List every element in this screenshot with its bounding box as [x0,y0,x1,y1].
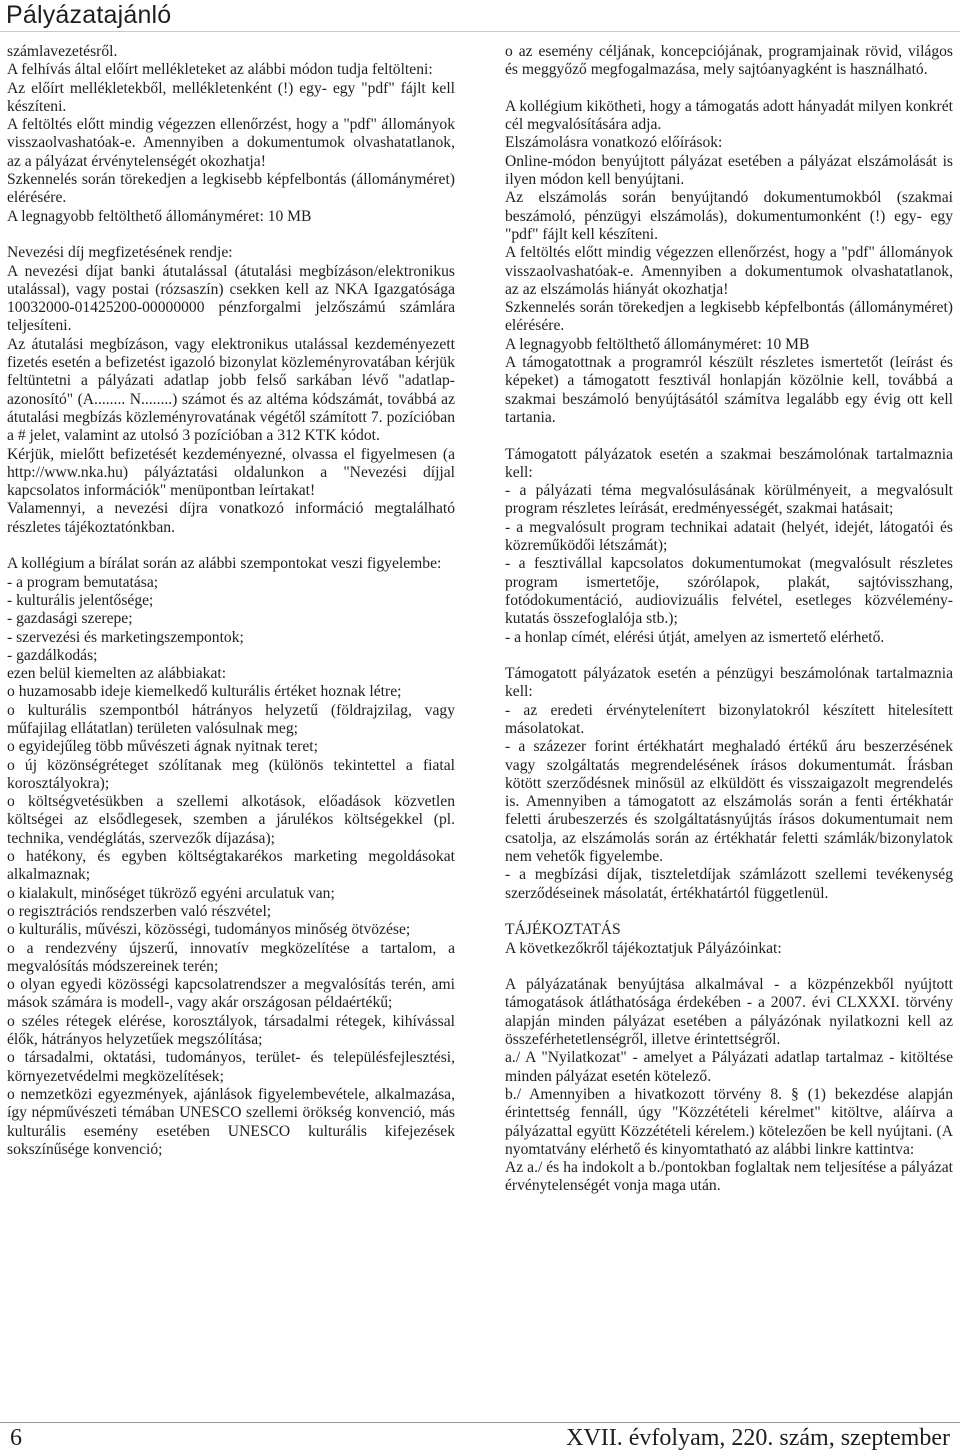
page-header [0,0,960,32]
issue-info: XVII. évfolyam, 220. szám, szeptember [566,1425,950,1451]
paragraph: A kollégium kikötheti, hogy a támogatás adott hányadát milyen konkrét cél megvalósítására adja. [505,97,953,134]
paragraph: o regisztrációs rendszerben való részvétel; [7,902,272,920]
paragraph: - az eredeti érvényteleníteтt bizonylatokról készített hitelesített másolatokat. [505,701,953,737]
page-number: 6 [10,1425,22,1451]
paragraph-spacer [505,80,953,98]
paragraph: a./ A "Nyilatkozat" - amelyet a Pályázati adatlap tartalmaz - kitöltése minden pályázat esetén kötelező. [505,1049,953,1085]
paragraph: o új közönségréteget szólítanak meg (különös tekintettel a fiatal korosztályokra); [7,756,455,792]
paragraph: A legnagyobb feltölthető állományméret: 10 MB [7,207,312,225]
paragraph: - a honlap címét, elérési útját, amelyen az ismertető elérhető. [505,628,885,646]
paragraph: - a program bemutatása; [7,573,159,591]
paragraph: A következőkről tájékoztatjuk Pályázóinkat: [505,939,782,957]
paragraph: A feltöltés előtt mindig végezzen ellenőrzést, hogy a "pdf" állományok visszaolvashatóak-e. Amennyiben a dokumentumok olvashatatlanok, az a pályázat érvénytelenségét okozhatja! [7,116,455,170]
paragraph: - a megvalósult program technikai adatait (helyét, idejét, látogatói és közreműködői létszámát); [505,518,953,555]
paragraph-spacer [7,537,455,555]
paragraph: Támogatott pályázatok esetén a szakmai beszámolónak tartalmaznia kell: [505,445,953,481]
footer-divider [0,1422,960,1423]
paragraph: o költségvetésükben a szellemi alkotások, előadások közvetlen költségei az elsődlegesek, szemben a járulékos költségekkel (pl. technika, vendéglátás, szervezők díjazása); [7,793,455,847]
paragraph: o kialakult, minőséget tükröző egyéni arculatuk van; [7,884,335,902]
paragraph: Az elszámolás során benyújtandó dokumentumokból (szakmai beszámoló, pénzügyi elszámolás), dokumentumonként (!) egy- egy "pdf" fájlt kell készíteni. [505,189,953,243]
paragraph: - a megbízási díjak, tiszteletdíjak számlázott szellemi tevékenység szerződéseinek másolatát, értékhatártól függetlenül. [505,866,953,902]
paragraph: - a pályázati téma megvalósulásának körülményeit, a megvalósult program részletes leírását, eredményességét, szakmai hatásait; [505,482,953,518]
paragraph: Szkennelés során törekedjen a legkisebb képfelbontás (állományméret) elérésére. [7,171,455,207]
paragraph: - gazdálkodás; [7,646,98,664]
paragraph: o társadalmi, oktatási, tudományos, terület- és településfejlesztési, környezetvédelmi megközelítések; [7,1049,455,1085]
paragraph: Nevezési díj megfizetésének rendje: [7,244,233,262]
header-divider [0,31,960,32]
paragraph: Valamennyi, a nevezési díjra vonatkozó információ megtalálható részletes tájékoztatónkban. [7,500,455,536]
paragraph: o huzamosabb ideje kiemelkedő kulturális értéket hoznak létre; [7,683,402,701]
paragraph-spacer [505,427,953,445]
paragraph: - a fesztivállal kapcsolatos dokumentumokat (megvalósult részletes program ismertetője, szórólapok, plakát, sajtóvisszhang, fotódokumentáció, audiovizuális felvétel, esetleges közvélemény-kutatás összefoglalója stb.); [505,555,953,628]
paragraph: A felhívás által előírt mellékleteket az alábbi módon tudja feltölteni: [7,61,433,79]
paragraph: Szkennelés során törekedjen a legkisebb képfelbontás (állományméret) elérésére. [505,299,953,335]
paragraph: TÁJÉKOZTATÁS [505,921,621,939]
paragraph: Az a./ és ha indokolt a b./pontokban foglaltak nem teljesítése a pályázat érvénytelenségét vonja maga után. [505,1159,953,1195]
paragraph: A pályázatának benyújtása alkalmával - a közpénzekből nyújtott támogatások átláthatósága érdekében - a 2007. évi CLXXXI. törvény alapján minden pályázat esetében a pályázónak nyilatkozni kell az összeférhetetlenségről, illetve érintettségről. [505,976,953,1049]
paragraph: számlavezetésről. [7,43,118,60]
paragraph: - gazdasági szerepe; [7,610,133,628]
paragraph: o az esemény céljának, koncepciójának, programjainak rövid, világos és meggyőző megfogalmazása, mely sajtóanyagként is használható. [505,43,953,79]
right-text-column [505,43,953,1196]
paragraph: - kulturális jelentősége; [7,591,154,609]
paragraph: A nevezési díjat banki átutalással (átutalási megbízáson/elektronikus utalással), vagy postai (rózsaszín) csekken kell az NKA Igazgatósága 10032000-01425200-00000000 pénzforgalmi jelzőszámú számlára teljesíteni. [7,262,455,335]
paragraph: - szervezési és marketingszempontok; [7,628,244,646]
paragraph: Támogatott pályázatok esetén a pénzügyi beszámolónak tartalmaznia kell: [505,665,953,701]
paragraph: o olyan egyedi közösségi kapcsolatrendszer a megvalósítás terén, ami mások számára is modell-, vagy akár országosan példaértékű; [7,976,455,1012]
paragraph: Az átutalási megbízáson, vagy elektronikus utalással kezdeményezett fizetés esetén a befizetést igazoló bizonylat közleményrovatában kérjük feltüntetni a pályázati adatlap jobb felső sarkában lévő "adatlap-azonosító" (A........ N........) számot és az altéma kódszámát, továbbá az átutalási megbízás közleményrovatának végétől számított 7. pozícióban a # jelet, valamint az utolsó 3 pozícióban a 312 KTK kódot. [7,335,455,445]
paragraph-spacer [7,226,455,244]
paragraph: o széles rétegek elérése, korosztályok, társadalmi rétegek, kihívással élők, hátrányos helyzetűek megszólítása; [7,1012,455,1049]
paragraph: b./ Amennyiben a hivatkozott törvény 8. § (1) bekezdése alapján érintettség fennáll, úgy "Közzétételi kérelmet" kitöltve, aláírva a pályázattal együtt Közzétételi kérelem.) kötelezően be kell nyújtani. (A nyomtatvány elérhető és kinyomtatható az alábbi linkre kattintva: [505,1085,953,1158]
paragraph: o kulturális, művészi, közösségi, tudományos minőség ötvözése; [7,921,411,939]
section-title: Pályázatajánló [6,1,172,29]
paragraph: o kulturális szempontból hátrányos helyzetű (földrajzilag, vagy műfajilag ellátatlan) területen valósulnak meg; [7,701,455,737]
paragraph: Kérjük, mielőtt befizetését kezdeményezné, olvassa el figyelmesen (a http://www.nka.hu) pályáztatási oldalunkon a "Nevezési díjjal kapcsolatos információk" menüpontban leírtakat! [7,445,455,500]
paragraph-spacer [505,958,953,976]
paragraph: A kollégium a bírálat során az alábbi szempontokat veszi figyelembe: [7,555,442,573]
paragraph: o egyidejűleg több művészeti ágnak nyitnak teret; [7,738,318,756]
paragraph: o nemzetközi egyezmények, ajánlások figyelembevétele, alkalmazása, így népművészeti témában UNESCO szellemi örökség konvenció, más kulturális esemény esetében UNESCO kulturális kifejezések sokszínűsége konvenció; [7,1085,455,1158]
paragraph-spacer [505,903,953,921]
paragraph: A legnagyobb feltölthető állományméret: 10 MB [505,335,810,353]
paragraph: Online-módon benyújtott pályázat esetében a pályázat elszámolását is ilyen módon kell benyújtani. [505,152,953,189]
paragraph: - a százezer forint értékhatárt meghaladó értékű áru beszerzésének vagy szolgáltatás megrendelésének írásos dokumentumát. Írásban kötött szerződésnek minősül az elküldött és visszaigazolt megrendelés is. Amennyiben a támogatott az elszámolás során a fenti értékhatár feletti árubeszerzés és szolgáltatásnyújtás írásos dokumentumait nem csatolja, az elszámolás során az értékhatár feletti számlák/bizonylatok nem vehetők figyelembe. [505,738,953,866]
paragraph: ezen belül kiemelten az alábbiakat: [7,665,227,683]
left-text-column [7,43,455,1159]
paragraph-spacer [505,647,953,665]
paragraph: A feltöltés előtt mindig végezzen ellenőrzést, hogy a "pdf" állományok visszaolvashatóak-e. Amennyiben a dokumentumok olvashatatlanok, az az elszámolás hiányát okozhatja! [505,244,953,298]
paragraph: A támogatottnak a programról készült részletes ismertetőt (leírást és képeket) a támogatott fesztivál honlapján közölnie kell, továbbá a szakmai beszámoló benyújtásától számítva legalább egy évig ott kell tartania. [505,354,953,426]
paragraph: o hatékony, és egyben költségtakarékos marketing megoldásokat alkalmaznak; [7,848,455,884]
paragraph: Az előírt mellékletekből, mellékletenként (!) egy- egy "pdf" fájlt kell készíteni. [7,79,455,115]
paragraph: o a rendezvény újszerű, innovatív megközelítése a tartalom, a megvalósítás módszereinek terén; [7,939,455,975]
paragraph: Elszámolásra vonatkozó előírások: [505,134,723,152]
